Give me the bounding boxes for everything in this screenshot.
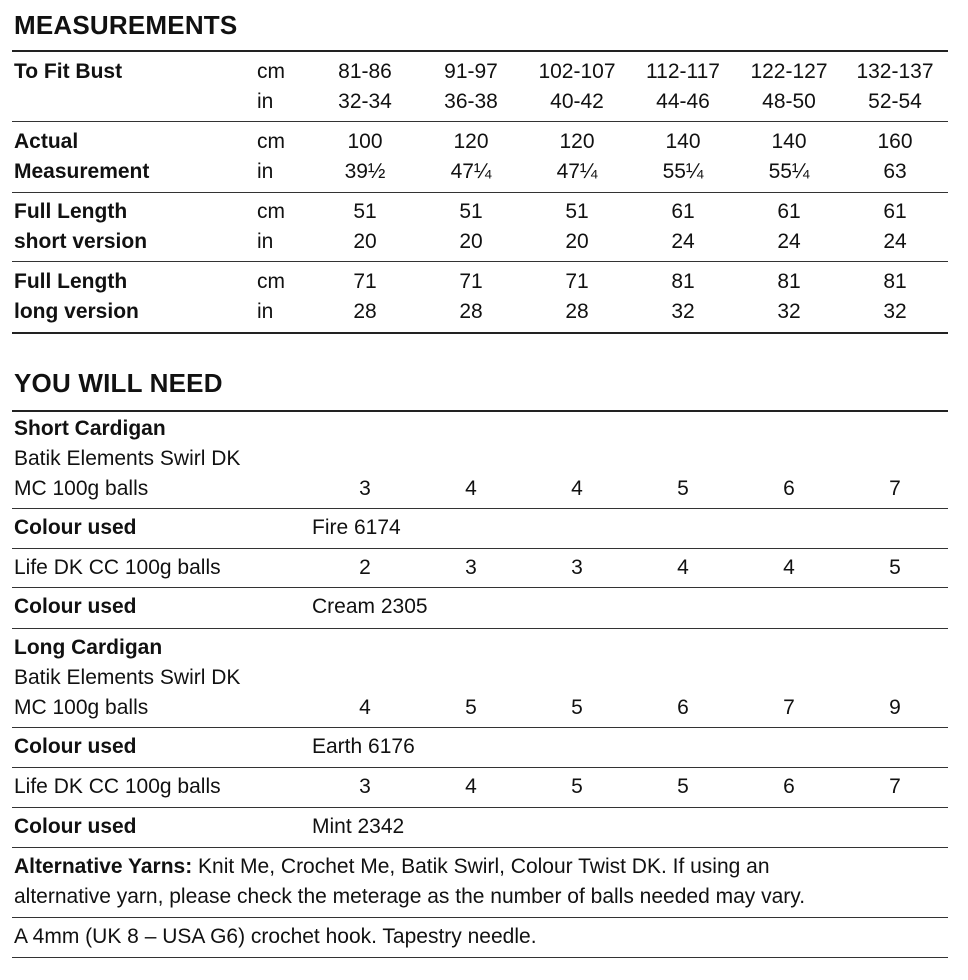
unit-label: in xyxy=(257,230,274,253)
unit-label: cm xyxy=(257,200,285,223)
value-cell: 9 xyxy=(889,696,901,719)
value-cell: 24 xyxy=(883,230,907,253)
value-cell: 7 xyxy=(783,696,795,719)
value-cell: 7 xyxy=(889,477,901,500)
alternative-yarns-text: Knit Me, Crochet Me, Batik Swirl, Colour Twist DK. If using an xyxy=(192,855,770,878)
value-cell: 28 xyxy=(459,300,483,323)
alternative-yarns-text-2: alternative yarn, please check the meterage as the number of balls needed may vary. xyxy=(14,885,806,908)
divider xyxy=(12,767,948,768)
colour-value: Earth 6176 xyxy=(312,735,415,758)
row-label: short version xyxy=(14,230,148,253)
value-cell: 55¼ xyxy=(768,160,810,183)
mc-label: MC 100g balls xyxy=(14,696,149,719)
value-cell: 24 xyxy=(671,230,695,253)
value-cell: 51 xyxy=(353,200,377,223)
value-cell: 81 xyxy=(777,270,801,293)
value-cell: 55¼ xyxy=(662,160,704,183)
unit-label: in xyxy=(257,300,274,323)
divider xyxy=(12,727,948,728)
value-cell: 81-86 xyxy=(338,60,392,83)
value-cell: 28 xyxy=(353,300,377,323)
value-cell: 112-117 xyxy=(646,60,720,83)
value-cell: 5 xyxy=(571,696,583,719)
colour-value: Cream 2305 xyxy=(312,595,428,618)
value-cell: 40-42 xyxy=(550,90,604,113)
value-cell: 140 xyxy=(665,130,701,153)
value-cell: 3 xyxy=(465,556,477,579)
divider xyxy=(12,332,948,334)
row-label: Full Length xyxy=(14,200,128,223)
value-cell: 52-54 xyxy=(868,90,922,113)
you-will-need-heading: YOU WILL NEED xyxy=(14,368,223,398)
value-cell: 6 xyxy=(783,477,795,500)
short-cardigan-title: Short Cardigan xyxy=(14,417,166,440)
cc-label: Life DK CC 100g balls xyxy=(14,775,221,798)
divider xyxy=(12,587,948,588)
colour-value: Fire 6174 xyxy=(312,516,401,539)
value-cell: 61 xyxy=(883,200,907,223)
value-cell: 3 xyxy=(359,477,371,500)
divider xyxy=(12,508,948,509)
colour-value: Mint 2342 xyxy=(312,815,405,838)
unit-label: in xyxy=(257,160,274,183)
value-cell: 4 xyxy=(465,477,477,500)
unit-label: in xyxy=(257,90,274,113)
divider xyxy=(12,121,948,122)
yarn-name: Batik Elements Swirl DK xyxy=(14,447,241,470)
value-cell: 2 xyxy=(359,556,371,579)
value-cell: 4 xyxy=(465,775,477,798)
value-cell: 48-50 xyxy=(762,90,816,113)
row-label: Measurement xyxy=(14,160,150,183)
divider xyxy=(12,628,948,629)
cc-label: Life DK CC 100g balls xyxy=(14,556,221,579)
value-cell: 63 xyxy=(883,160,907,183)
value-cell: 61 xyxy=(777,200,801,223)
value-cell: 39½ xyxy=(344,160,386,183)
unit-label: cm xyxy=(257,130,285,153)
value-cell: 5 xyxy=(889,556,901,579)
mc-label: MC 100g balls xyxy=(14,477,149,500)
hook-note: A 4mm (UK 8 – USA G6) crochet hook. Tapestry needle. xyxy=(14,925,537,948)
value-cell: 132-137 xyxy=(856,60,934,83)
value-cell: 71 xyxy=(565,270,589,293)
value-cell: 47¼ xyxy=(450,160,492,183)
value-cell: 71 xyxy=(459,270,483,293)
value-cell: 81 xyxy=(671,270,695,293)
divider xyxy=(12,847,948,848)
value-cell: 32 xyxy=(777,300,801,323)
value-cell: 5 xyxy=(465,696,477,719)
colour-used-label: Colour used xyxy=(14,516,137,539)
divider xyxy=(12,917,948,918)
value-cell: 28 xyxy=(565,300,589,323)
value-cell: 122-127 xyxy=(750,60,828,83)
value-cell: 20 xyxy=(353,230,377,253)
value-cell: 32-34 xyxy=(338,90,392,113)
measurements-heading: MEASUREMENTS xyxy=(14,10,238,40)
divider xyxy=(12,548,948,549)
row-label: long version xyxy=(14,300,139,323)
colour-used-label: Colour used xyxy=(14,735,137,758)
value-cell: 3 xyxy=(359,775,371,798)
value-cell: 120 xyxy=(559,130,595,153)
divider xyxy=(12,957,948,958)
alternative-yarns-note xyxy=(14,852,948,912)
value-cell: 102-107 xyxy=(538,60,616,83)
value-cell: 24 xyxy=(777,230,801,253)
value-cell: 140 xyxy=(771,130,807,153)
row-label: Full Length xyxy=(14,270,128,293)
row-label: Actual xyxy=(14,130,79,153)
value-cell: 100 xyxy=(347,130,383,153)
long-cardigan-title: Long Cardigan xyxy=(14,636,163,659)
value-cell: 47¼ xyxy=(556,160,598,183)
value-cell: 120 xyxy=(453,130,489,153)
value-cell: 91-97 xyxy=(444,60,498,83)
alternative-yarns-label: Alternative Yarns: xyxy=(14,855,193,878)
divider xyxy=(12,192,948,193)
divider xyxy=(12,807,948,808)
colour-used-label: Colour used xyxy=(14,595,137,618)
value-cell: 71 xyxy=(353,270,377,293)
divider xyxy=(12,261,948,262)
colour-used-label: Colour used xyxy=(14,815,137,838)
value-cell: 51 xyxy=(459,200,483,223)
value-cell: 44-46 xyxy=(656,90,710,113)
value-cell: 160 xyxy=(877,130,913,153)
divider xyxy=(12,50,948,52)
value-cell: 32 xyxy=(671,300,695,323)
value-cell: 61 xyxy=(671,200,695,223)
row-label: To Fit Bust xyxy=(14,60,123,83)
value-cell: 4 xyxy=(571,477,583,500)
value-cell: 32 xyxy=(883,300,907,323)
value-cell: 81 xyxy=(883,270,907,293)
value-cell: 36-38 xyxy=(444,90,498,113)
value-cell: 5 xyxy=(677,775,689,798)
value-cell: 5 xyxy=(677,477,689,500)
value-cell: 4 xyxy=(783,556,795,579)
value-cell: 51 xyxy=(565,200,589,223)
value-cell: 5 xyxy=(571,775,583,798)
unit-label: cm xyxy=(257,270,285,293)
value-cell: 6 xyxy=(677,696,689,719)
value-cell: 3 xyxy=(571,556,583,579)
value-cell: 4 xyxy=(677,556,689,579)
value-cell: 20 xyxy=(459,230,483,253)
unit-label: cm xyxy=(257,60,285,83)
value-cell: 7 xyxy=(889,775,901,798)
value-cell: 6 xyxy=(783,775,795,798)
value-cell: 20 xyxy=(565,230,589,253)
yarn-name: Batik Elements Swirl DK xyxy=(14,666,241,689)
divider xyxy=(12,410,948,412)
value-cell: 4 xyxy=(359,696,371,719)
